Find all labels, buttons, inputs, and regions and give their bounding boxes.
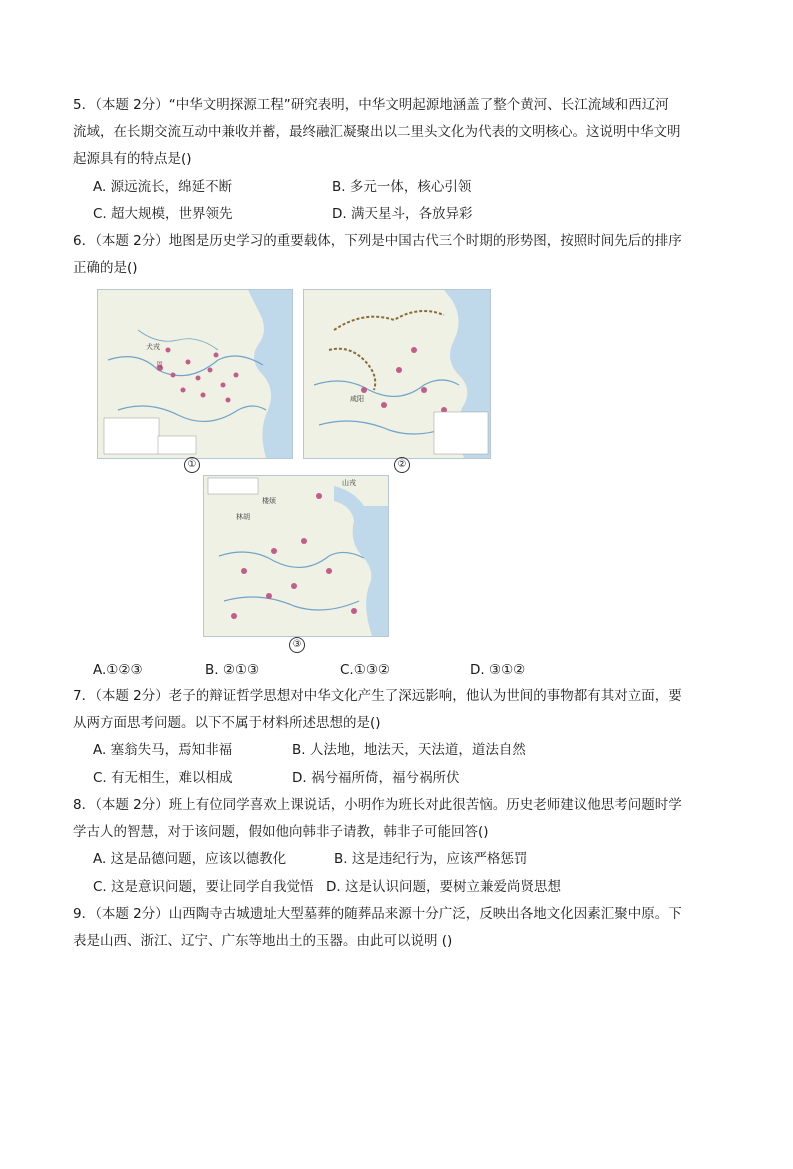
q6-option-a[interactable]: A.①②③ <box>93 662 143 678</box>
q8-stem-line2: 学古人的智慧，对于该问题，假如他向韩非子请教，韩非子可能回答() <box>73 824 489 840</box>
map-1-number: ① <box>184 457 200 473</box>
q6-option-d[interactable]: D. ③①② <box>470 662 526 678</box>
map-2-number: ② <box>394 457 410 473</box>
q6-stem-line1: 6．（本题 2分）地图是历史学习的重要载体，下列是中国古代三个时期的形势图，按照时间先后的排序 <box>73 233 682 249</box>
q8-option-b[interactable]: B. 这是违纪行为，应该严格惩罚 <box>334 851 528 867</box>
q5-option-b[interactable]: B. 多元一体，核心引领 <box>332 179 472 195</box>
map-1-western-zhou <box>97 289 293 459</box>
q5-stem-line3: 起源具有的特点是() <box>73 151 192 167</box>
q5-stem-line2: 流域，在长期交流互动中兼收并蓄，最终融汇凝聚出以二里头文化为代表的文明核心。这说明中华文明 <box>73 124 681 140</box>
map-1-label-quanrong: 犬戎 <box>146 343 160 351</box>
q9-stem-line2: 表是山西、浙江、辽宁、广东等地出土的玉器。由此可以说明 () <box>73 933 453 949</box>
q6-option-c[interactable]: C.①③② <box>340 662 391 678</box>
map-3-label-linhu: 林胡 <box>236 513 250 521</box>
q5-option-a[interactable]: A. 源远流长，绵延不断 <box>93 179 233 195</box>
map-3-label-shanrong: 山戎 <box>342 479 356 487</box>
q8-option-c[interactable]: C. 这是意识问题，要让同学自我觉悟 <box>93 879 314 895</box>
q5-stem-line1: 5．（本题 2分）“中华文明探源工程”研究表明，中华文明起源地涵盖了整个黄河、长江流域和西辽河 <box>73 97 669 113</box>
q6-stem-line2: 正确的是() <box>73 260 138 276</box>
q5-option-c[interactable]: C. 超大规模，世界领先 <box>93 206 233 222</box>
map-2-label-xianyang: 咸阳 <box>350 395 364 403</box>
q8-stem-line1: 8．（本题 2分）班上有位同学喜欢上课说话，小明作为班长对此很苦恼。历史老师建议他思考问题时学 <box>73 797 682 813</box>
q7-option-a[interactable]: A. 塞翁失马，焉知非福 <box>93 742 233 758</box>
map-1-label-zhou: 周 <box>156 361 163 369</box>
map-3-label-loufan: 楼烦 <box>262 497 276 505</box>
q7-option-b[interactable]: B. 人法地，地法天，天法道，道法自然 <box>292 742 526 758</box>
q8-option-d[interactable]: D. 这是认识问题，要树立兼爱尚贤思想 <box>326 879 561 895</box>
q6-option-b[interactable]: B. ②①③ <box>205 662 260 678</box>
q7-option-d[interactable]: D. 祸兮福所倚，福兮祸所伏 <box>292 770 460 786</box>
q7-stem-line1: 7．（本题 2分）老子的辩证哲学思想对中华文化产生了深远影响，他认为世间的事物都有其对立面，要 <box>73 688 682 704</box>
q5-option-d[interactable]: D. 满天星斗，各放异彩 <box>332 206 473 222</box>
map-3-warring-states <box>203 475 389 637</box>
q8-option-a[interactable]: A. 这是品德问题，应该以德教化 <box>93 851 287 867</box>
q9-stem-line1: 9．（本题 2分）山西陶寺古城遗址大型墓葬的随葬品来源十分广泛，反映出各地文化因素汇聚中原。下 <box>73 906 682 922</box>
map-3-number: ③ <box>289 637 305 653</box>
q7-option-c[interactable]: C. 有无相生，难以相成 <box>93 770 233 786</box>
q7-stem-line2: 从两方面思考问题。以下不属于材料所述思想的是() <box>73 715 381 731</box>
map-2-qin <box>303 289 491 459</box>
